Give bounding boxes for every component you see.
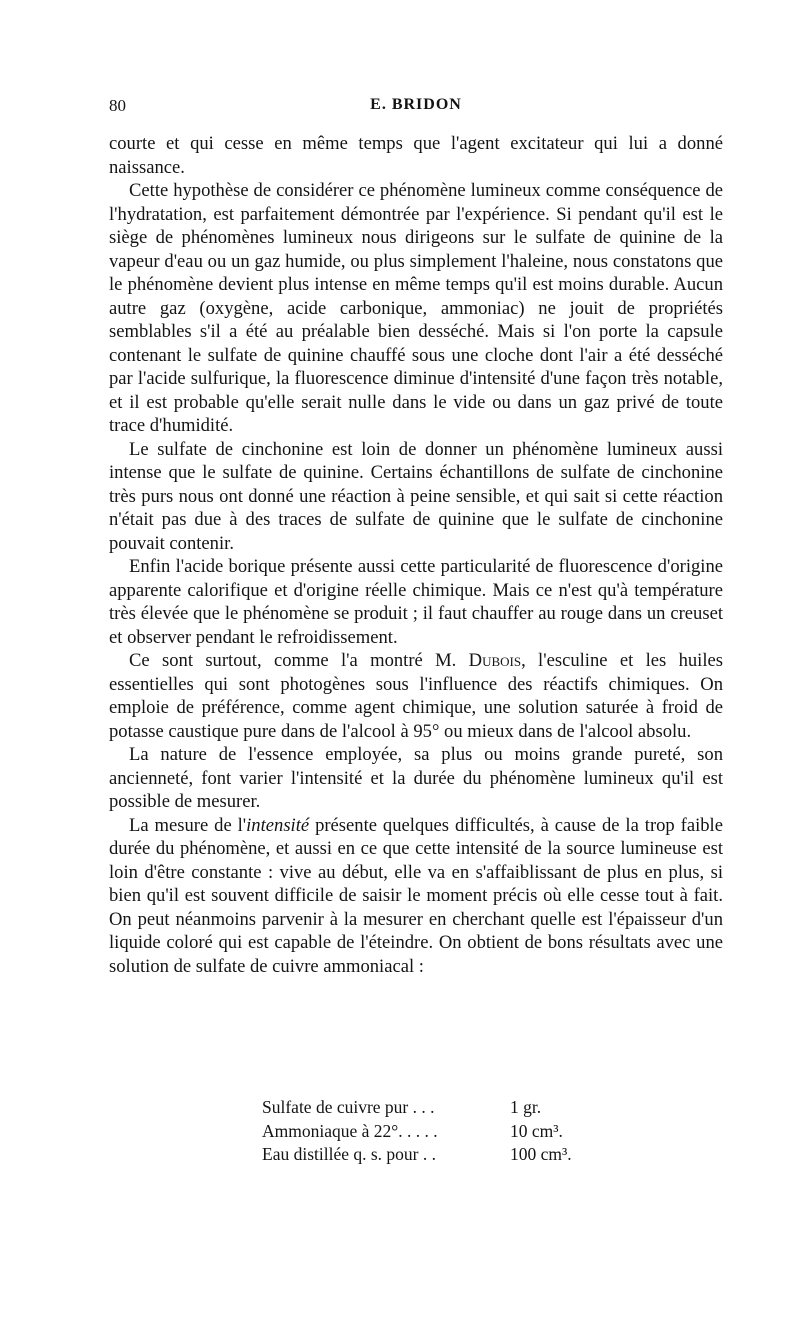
paragraph-2: Cette hypothèse de considérer ce phénomène lumineux comme conséquence de l'hydratation, est parfaitement démontrée par l'expérience. Si pendant qu'il est le siège de phénomènes lumineux nous dirigeons sur le sulfate de quinine de la vapeur d'eau ou un gaz humide, ou plus simplement l'haleine, nous constatons que le phénomène devient plus intense en même temps qu'il est moins durable. Aucun autre gaz (oxygène, acide carbonique, ammoniac) ne jouit de propriétés semblables s'il a été au préalable bien desséché. Mais si l'on porte la capsule contenant le sulfate de quinine chauffé sous une cloche dont l'air a été desséché par l'acide sulfurique, la fluorescence diminue d'intensité d'une façon très notable, et il est probable qu'elle serait nulle dans le vide ou dans un gaz privé de toute trace d'humidité. <box>109 180 723 436</box>
recipe-row <box>262 1096 572 1120</box>
paragraph-7-start: La mesure de l' <box>129 814 247 836</box>
recipe-quantity: 10 cm³. <box>510 1120 563 1141</box>
recipe-row <box>262 1120 572 1144</box>
recipe-quantity: 100 cm³. <box>510 1144 572 1164</box>
body-text <box>109 132 723 978</box>
recipe-quantity: 1 gr. <box>510 1097 542 1117</box>
page-number: 80 <box>109 96 126 115</box>
running-head: E. BRIDON <box>370 96 462 113</box>
italic-intensite: intensité <box>246 814 310 836</box>
paragraph-5-end: , l'esculine et les huiles essentielles qui sont photogènes sous l'influence des réactifs chimiques. On emploie de préférence, comme agent chimique, une solution saturée à froid de potasse caustique pure dans de l'alcool à 95° ou mieux dans de l'alcool absolu. <box>109 650 723 742</box>
paragraph-1: courte et qui cesse en même temps que l'agent excitateur qui lui a donné naissance. <box>109 133 723 178</box>
recipe-ingredient: Sulfate de cuivre pur . . . <box>262 1097 435 1117</box>
paragraph-5-start: Ce sont surtout, comme l'a montré M. <box>129 650 469 671</box>
paragraph-7 <box>109 814 723 979</box>
recipe-row <box>262 1143 572 1167</box>
recipe-ingredient: Ammoniaque à 22°. . . . . <box>262 1120 438 1141</box>
paragraph-3: Le sulfate de cinchonine est loin de donner un phénomène lumineux aussi intense que le sulfate de quinine. Certains échantillons de sulfate de cinchonine très purs nous ont donné une réaction à peine sensible, et qui sait si cette réaction n'était pas due à des traces de sulfate de quinine que le sulfate de cinchonine pouvait contenir. <box>109 438 723 554</box>
paragraph-6: La nature de l'essence employée, sa plus ou moins grande pureté, son ancienneté, font varier l'intensité et la durée du phénomène lumineux qu'il est possible de mesurer. <box>109 744 723 812</box>
recipe-ingredient: Eau distillée q. s. pour . . <box>262 1144 437 1164</box>
paragraph-4: Enfin l'acide borique présente aussi cette particularité de fluorescence d'origine apparente calorifique et d'origine réelle chimique. Mais ce n'est qu'à température très élevée que le phénomène se produit ; il faut chauffer au rouge dans un creuset et observer pendant le refroidissement. <box>109 556 723 648</box>
author-name-dubois: Dubois <box>468 650 522 671</box>
page-header <box>109 96 723 122</box>
recipe-list <box>262 1096 572 1167</box>
paragraph-5 <box>109 649 723 743</box>
paragraph-7-end: présente quelques difficultés, à cause de la trop faible durée du phénomène, et aussi en ce que cette intensité de la source lumineuse est loin d'être constante : vive au début, elle va en s'affaiblissant de plus en plus, si bien qu'il est souvent difficile de saisir le moment précis où elle cesse tout à fait. On peut néanmoins parvenir à la mesurer en cherchant quelle est l'épaisseur d'un liquide coloré qui est capable de l'éteindre. On obtient de bons résultats avec une solution de sulfate de cuivre ammoniacal : <box>109 814 723 977</box>
